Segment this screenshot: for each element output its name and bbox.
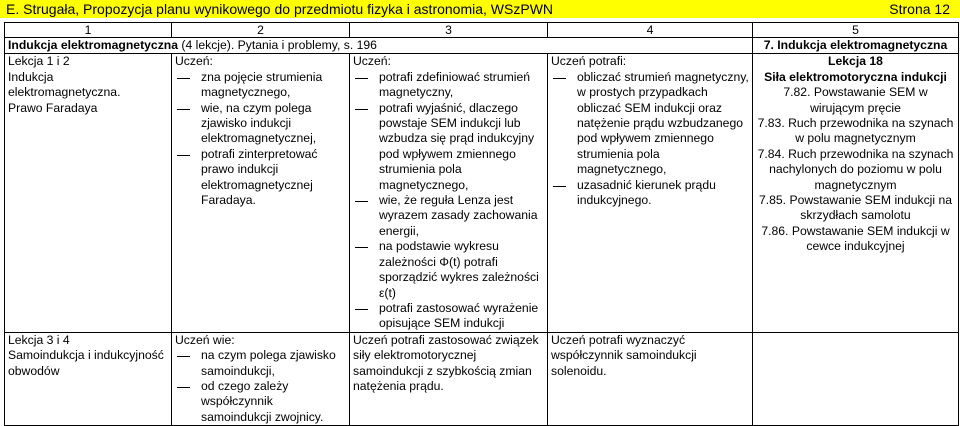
list-item: wie, na czym polega zjawisko indukcji elektromagnetycznej,: [175, 101, 346, 147]
list-item: wie, że reguła Lenza jest wyrazem zasady zachowania energii,: [353, 193, 544, 239]
page-header: [0, 0, 960, 18]
column-number: 1: [5, 23, 172, 38]
list-item: potrafi wyjaśnić, dlaczego powstaje SEM indukcji lub wzbudza się prąd indukcyjny pod wpływem zmiennego strumienia pola magnetycznego,: [353, 101, 544, 193]
textbook-lesson-title: Lekcja 18: [828, 54, 883, 69]
lesson-topic: Prawo Faradaya: [8, 100, 98, 115]
lesson-number: Lekcja 1 i 2: [8, 54, 70, 69]
list-item: 7.83. Ruch przewodnika na szynach w polu magnetycznym: [757, 116, 954, 146]
list-item: potrafi zastosować wyrażenie opisujące SEM indukcji: [353, 301, 544, 332]
list-item: na podstawie wykresu zależności Φ(t) potrafi sporządzić wykres zależności ε(t): [353, 239, 544, 301]
column-number: 3: [350, 23, 548, 38]
column-number-row: [5, 23, 959, 38]
extended-requirements-cell: Uczeń potrafi zastosować związek siły elektromotorycznej samoindukcji z szybkością zmian natężenia prądu.: [350, 332, 548, 425]
list-item: obliczać strumień magnetyczny, w prostych przypadkach obliczać SEM indukcji oraz natężenie prądu wzbudzanego pod wpływem zmiennego strumienia pola magnetycznego,: [551, 70, 749, 178]
list-item: uzasadnić kierunek prądu indukcyjnego.: [551, 178, 749, 209]
list-item: 7.85. Powstawanie SEM indukcji na skrzydłach samolotu: [758, 193, 953, 223]
list-item: od czego zależy współczynnik samoindukcji zwojnicy.: [175, 379, 346, 425]
list-item: 7.86. Powstawanie SEM indukcji w cewce indukcyjnej: [761, 223, 950, 254]
section-title-rest: (4 lekcje). Pytania i problemy, s. 196: [178, 38, 377, 52]
textbook-lesson-subtitle: Siła elektromotoryczna indukcji: [764, 69, 947, 84]
textbook-exercise-list: [756, 85, 955, 254]
column-number: 5: [753, 23, 959, 38]
textbook-lesson-cell: [753, 54, 959, 332]
lesson-row-1: [5, 54, 959, 332]
lesson-cell: [5, 54, 172, 332]
column-number: 4: [548, 23, 753, 38]
list-item: 7.82. Powstawanie SEM w wirującym pręcie: [783, 85, 928, 115]
requirement-label: Uczeń:: [175, 54, 213, 69]
extended-requirements-cell: [350, 54, 548, 332]
requirement-list: [175, 348, 346, 425]
requirement-label: Uczeń potrafi:: [551, 54, 627, 69]
section-title-bold: Indukcja elektromagnetyczna: [8, 38, 179, 52]
list-item: 7.84. Ruch przewodnika na szynach nachylonych do poziomu w polu magnetycznym: [757, 146, 954, 192]
chapter-title: 7. Indukcja elektromagnetyczna: [753, 38, 959, 54]
header-left-text: E. Strugała, Propozycja planu wynikowego do przedmiotu fizyka i astronomia, WSzPWN: [6, 1, 554, 17]
page-number: Strona 12: [889, 1, 950, 17]
lesson-topic: Indukcja elektromagnetyczna.: [8, 69, 121, 100]
list-item: potrafi zinterpretować prawo indukcji elektromagnetycznej Faradaya.: [175, 147, 346, 209]
lesson-number: Lekcja 3 i 4: [8, 332, 70, 347]
lesson-topic: Samoindukcja i indukcyjność obwodów: [8, 348, 164, 378]
section-title-row: [5, 38, 959, 54]
list-item: potrafi zdefiniować strumień magnetyczny,: [353, 70, 544, 101]
list-item: zna pojęcie strumienia magnetycznego,: [175, 70, 346, 101]
column-number: 2: [172, 23, 350, 38]
requirement-label: Uczeń wie:: [175, 332, 235, 347]
requirement-list: [353, 70, 544, 332]
requirement-list: [175, 70, 346, 209]
advanced-requirements-cell: [548, 54, 753, 332]
advanced-requirements-cell: Uczeń potrafi wyznaczyć współczynnik samoindukcji solenoidu.: [548, 332, 753, 425]
basic-requirements-cell: [172, 54, 350, 332]
list-item: na czym polega zjawisko samoindukcji,: [175, 348, 346, 379]
section-title: [5, 38, 753, 54]
plan-table: [4, 22, 959, 426]
requirement-label: Uczeń:: [353, 54, 391, 69]
requirement-list: [551, 70, 749, 209]
